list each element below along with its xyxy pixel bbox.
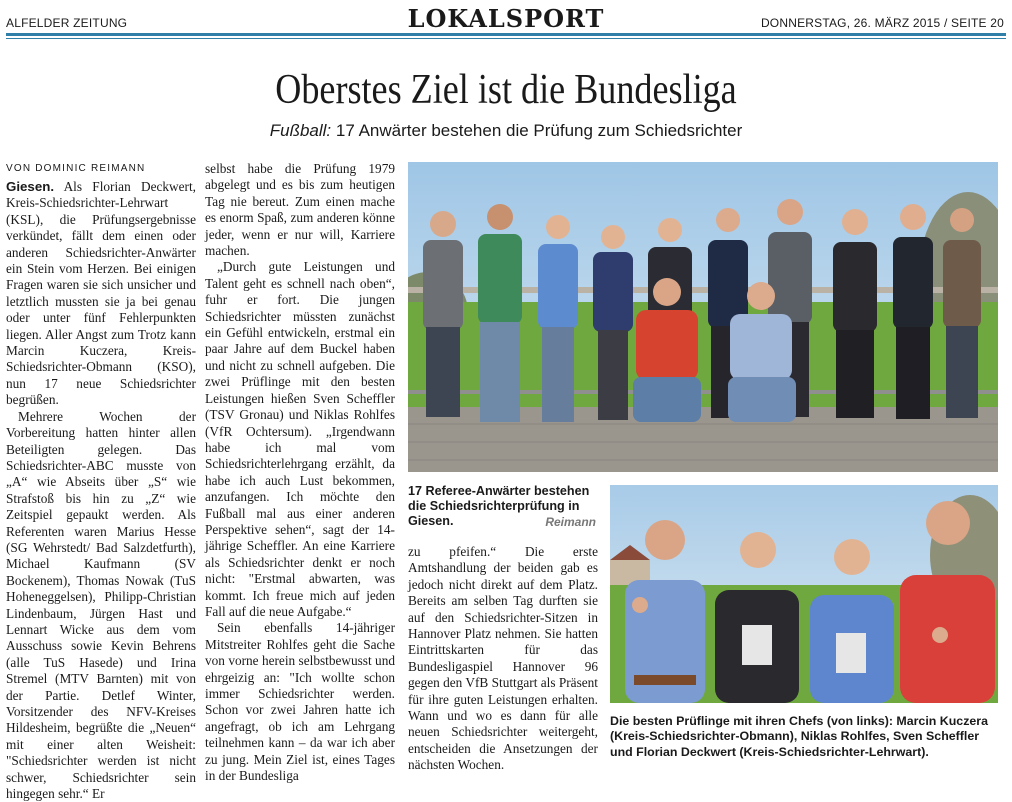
dateline-location: Giesen.: [6, 179, 55, 194]
paragraph: Mehrere Wochen der Vorbereitung hatten hinter allen Beteiligten gelegen. Das Schiedsrichter-ABC musste von „A“ wie Abseits über „S“ wie Strafstoß bis hin zu „Z“ wie Zeitspiel gepaukt werden. Als Referenten waren Marius Hesse (SG Wehrstedt/ Bad Salzdetfurth), Michael Kaufmann (SV Bockenem), Thomas Nowak (TuS Hoheneggelsen), Philipp-Christian Lindenbaum, Jürgen Hast und Lennart Wicke aus dem vom Ausschuss sowie Kevin Behrens (alle TuS Hasede) und Irina Stremel (MTV Barnten) mit von der Partie. Detlef Winter, Vorsitzender des NFV-Kreises Hildesheim, begrüßte die „Neuen“ mit einer alten Weisheit: "Schiedsrichter werden ist nicht schwer, Schiedsrichter sein hingegen sehr.“ Er: [6, 408, 196, 802]
paragraph-text: Als Florian Deckwert, Kreis-Schiedsrichter-Lehrwart (KSL), die Prüfungsergebnisse verkündet, fällt dem einen oder anderen Schiedsrichter-Anwärter ein Stein vom Herzen. Bei einigen Fragen waren sie sich unsicher und letztlich mussten sie ja bei genau oder unter fünf Fehlerpunkten liegen. Aller Angst zum Trotz kann Marcin Kuczera, Kreis-Schiedsrichter-Obmann (KSO), nun 17 neue Schiedsrichter begrüßen.: [6, 179, 196, 408]
paragraph: selbst habe die Prüfung 1979 abgelegt und es bis zum heutigen Tag nie bereut. Zum einen mache es enorm Spaß, zum anderen könne jeder, wenn er nur will, Karriere machen.: [205, 161, 395, 259]
article-column-1: [6, 179, 196, 802]
publication-name: ALFELDER ZEITUNG: [6, 16, 128, 30]
article-headline: Oberstes Ziel ist die Bundesliga: [275, 67, 737, 113]
article-column-3: [408, 544, 598, 774]
photo-credit-1: Reimann: [545, 515, 596, 529]
paragraph: Sein ebenfalls 14-jähriger Mitstreiter Rohlfes geht die Sache von vorne herein selbstbewusst und ehrgeizig an: "Ich wollte schon immer Schiedsrichter werden. Schon vor zwei Jahren hatte ich angefragt, ob ich am Lehrgang teilnehmen kann – da war ich aber zu jung. Mein Ziel ist, eines Tages in der Bundesliga: [205, 620, 395, 784]
article-subheadline: [0, 121, 1012, 141]
paragraph: „Durch gute Leistungen und Talent geht es schnell nach oben“, fuhr er fort. Die jungen Schiedsrichter müssten zunächst ein Gefühl entwickeln, erstmal ein paar Jahre auf dem Buckel haben und nicht zu schnell aufgeben. Die zwei Prüflinge mit den besten Leistungen hießen Sven Scheffler (TSV Gronau) und Niklas Rohlfes (VfR Ochtersum). „Irgendwann habe ich mal vom Schiedsrichterlehrgang erzählt, da habe ich auch Lust bekommen, anzufangen. Ich möchte den Fußball mal aus einer anderen Perspektive sehen“, sagt der 14-jährige Scheffler. An eine Karriere als Schiedsrichter denkt er noch nicht: "Erstmal abwarten, was kommt. Ich freue mich auf jeden Fall auf die neue Aufgabe.“: [205, 259, 395, 619]
article-column-2: [205, 161, 395, 784]
paragraph: zu pfeifen.“ Die erste Amtshandlung der beiden gab es jedoch nicht direkt auf dem Platz. Bereits am selben Tag durften sie auf den Schiedsrichter-Sitzen in Hannover Platz nehmen. Sie hatten Eintrittskarten für das Bundesligaspiel Hannover 96 gegen den VfB Stuttgart als Präsent für ihre guten Leistungen erhalten. Wann und wo es dann für alle neuen Schiedsrichter weitergeht, entscheiden die Ansetzungen der nächsten Wochen.: [408, 544, 598, 773]
issue-dateline: DONNERSTAG, 26. MÄRZ 2015 / SEITE 20: [760, 16, 1004, 30]
group-photo: [408, 162, 998, 472]
header-rule-thin: [6, 38, 1006, 39]
section-title: LOKALSPORT: [407, 4, 605, 33]
header-rule-thick: [6, 33, 1006, 36]
subheadline-kicker: Fußball:: [269, 121, 332, 140]
photo-caption-2: Die besten Prüflinge mit ihren Chefs (von links): Marcin Kuczera (Kreis-Schiedsrichter-Obmann), Niklas Rohlfes, Sven Scheffler und Florian Deckwert (Kreis-Schiedsrichter-Lehrwart).: [610, 714, 988, 759]
byline: VON DOMINIC REIMANN: [6, 163, 146, 174]
winners-photo: [610, 485, 998, 703]
photo-caption-1: 17 Referee-Anwärter bestehen die Schiedsrichterprüfung in Giesen.: [408, 484, 590, 528]
subheadline-text: 17 Anwärter bestehen die Prüfung zum Schiedsrichter: [331, 121, 743, 140]
paragraph: [6, 179, 196, 409]
